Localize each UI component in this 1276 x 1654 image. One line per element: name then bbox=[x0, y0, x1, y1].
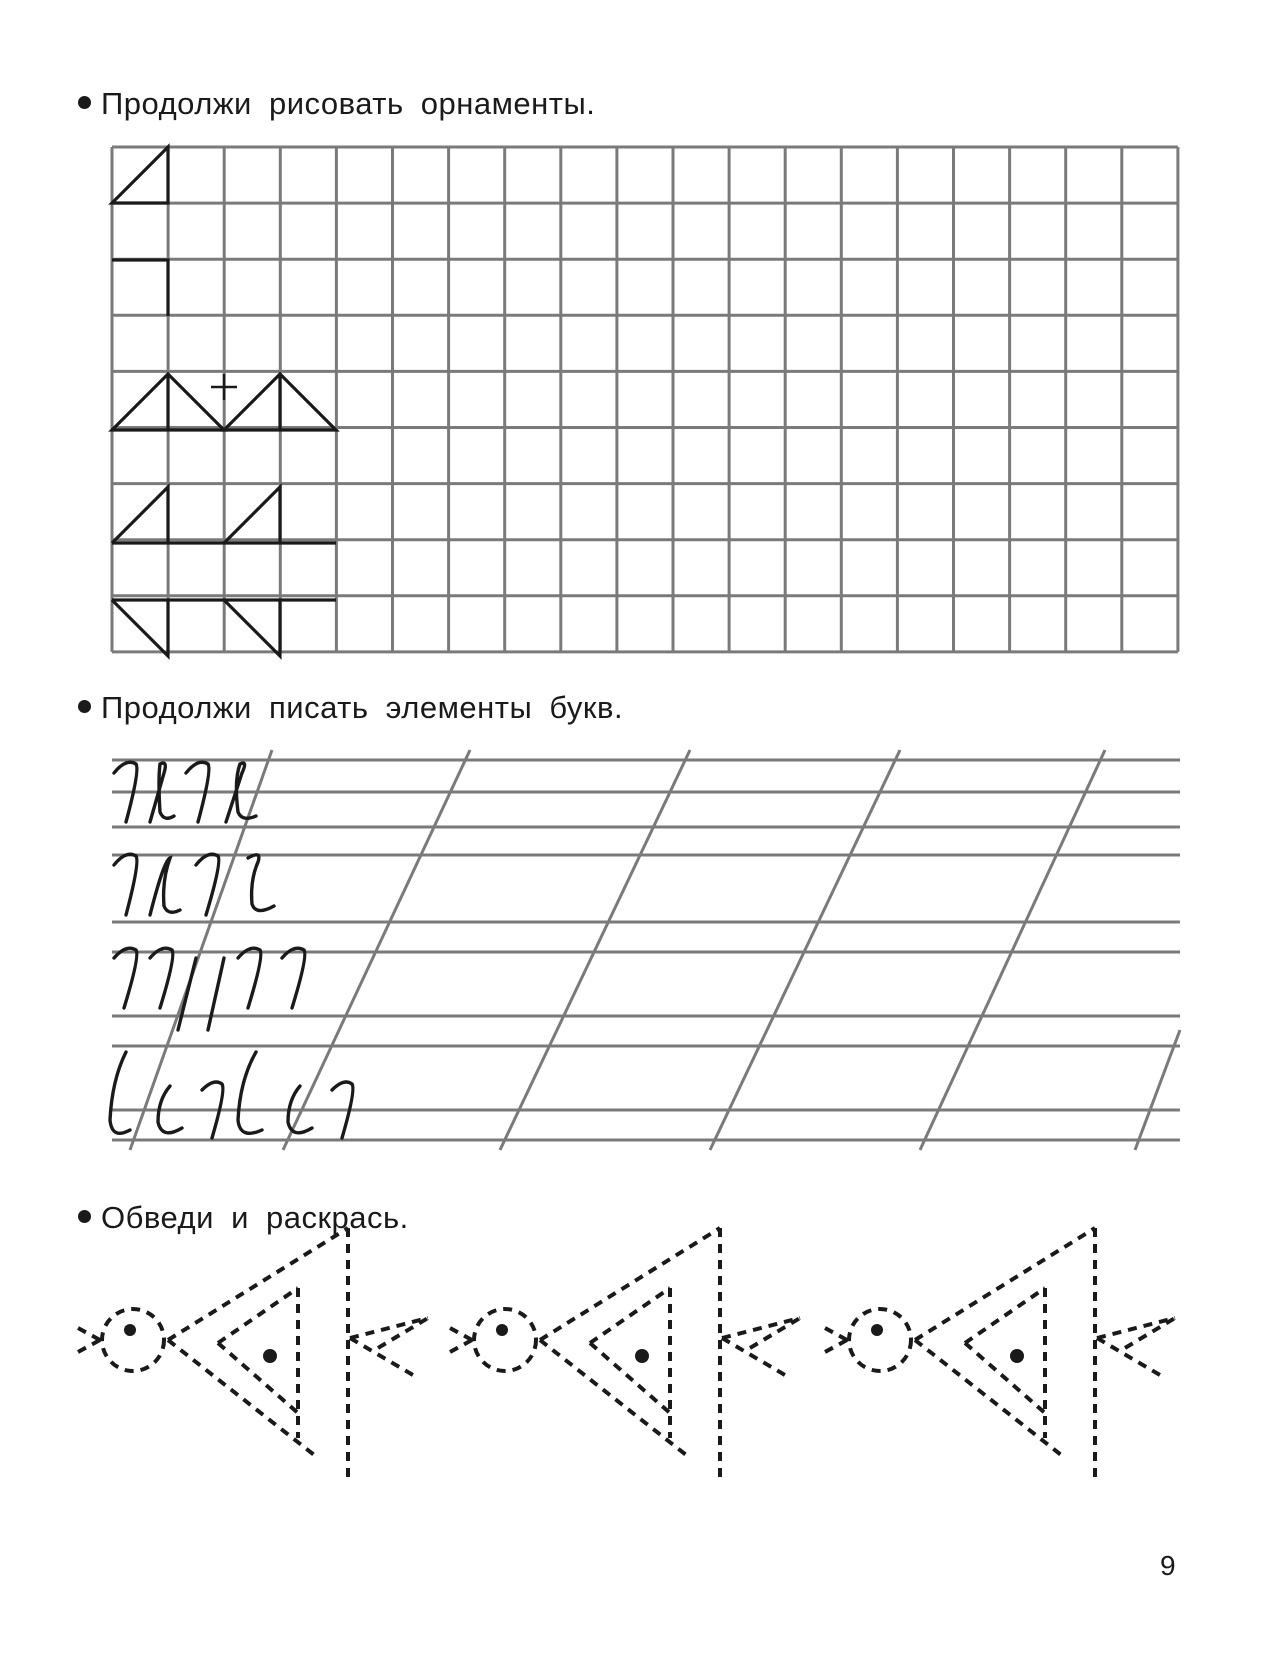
task-title-text: Продолжи писать элементы букв. bbox=[101, 690, 624, 725]
fish-outline[interactable] bbox=[78, 1228, 428, 1478]
page-number: 9 bbox=[1160, 1550, 1176, 1581]
fish-outline[interactable] bbox=[825, 1228, 1175, 1478]
task-title-text: Обведи и раскрась. bbox=[101, 1200, 409, 1235]
fish-outline[interactable] bbox=[450, 1228, 800, 1478]
task-title-text: Продолжи рисовать орнаменты. bbox=[101, 86, 596, 121]
